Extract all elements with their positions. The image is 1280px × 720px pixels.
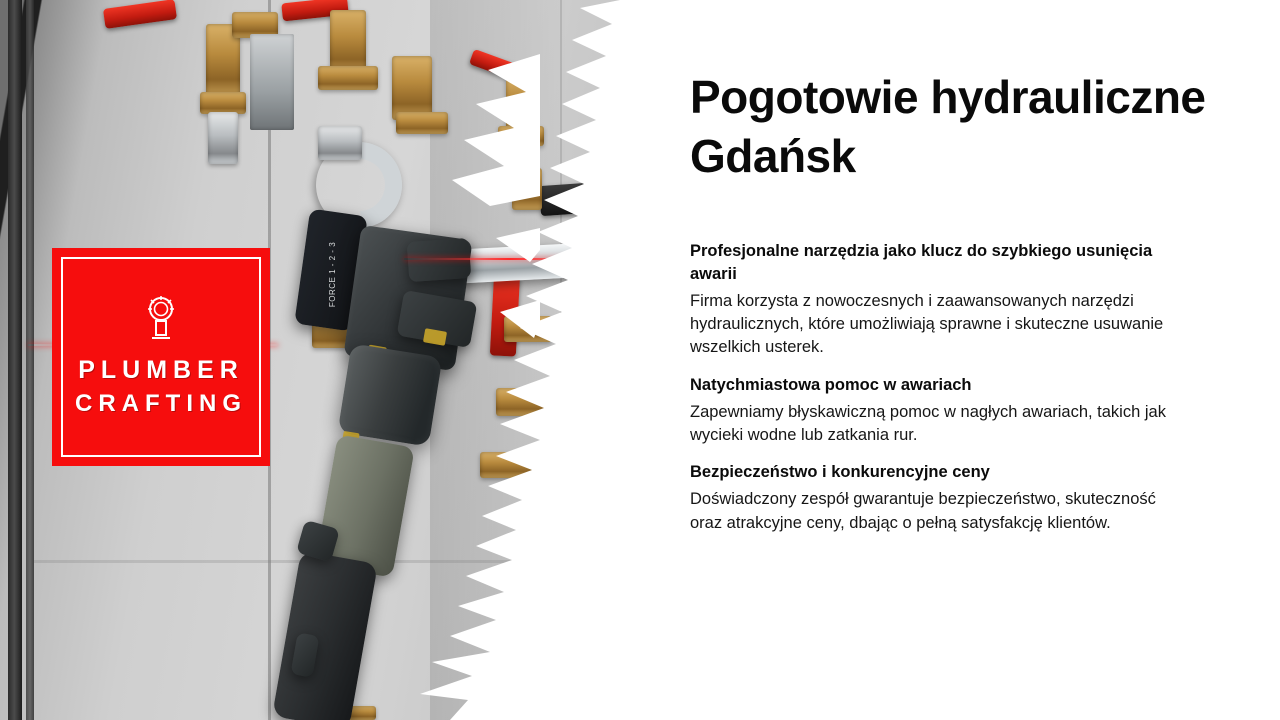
section-heading: Profesjonalne narzędzia jako klucz do szybkiego usunięcia awarii [690, 242, 1153, 283]
logo-text-line1: PLUMBER [78, 355, 244, 384]
logo-text-line2: CRAFTING [75, 389, 247, 417]
sections-list [690, 240, 1182, 535]
tool-jaw [407, 238, 472, 282]
content-column [690, 0, 1210, 720]
steel-fitting-icon [318, 126, 362, 160]
section-body: Doświadczony zespół gwarantuje bezpieczeństwo, skuteczność oraz atrakcyjne ceny, dbając o pełną satysfakcję klientów. [690, 490, 1156, 532]
plumber-crafting-logo [52, 248, 270, 466]
laser-line-icon [404, 258, 614, 260]
section-item [690, 240, 1182, 360]
section-body: Zapewniamy błyskawiczną pomoc w nagłych awariach, takich jak wycieki wodne lub zatkania rur. [690, 402, 1166, 444]
page-title: Pogotowie hydrauliczne Gdańsk [690, 71, 1206, 182]
logo-inner-frame [61, 257, 261, 457]
section-body: Firma korzysta z nowoczesnych i zaawansowanych narzędzi hydraulicznych, które umożliwiają sprawne i skuteczne usuwanie wszelkich usterek. [690, 291, 1164, 357]
section-item [690, 461, 1182, 535]
tool-handle-shaft [272, 551, 378, 720]
press-tool-icon: FORCE 1 - 2 - 3 [0, 0, 660, 720]
tool-body [338, 343, 443, 446]
section-heading: Natychmiastowa pomoc w awariach [690, 375, 972, 394]
section-item [690, 374, 1182, 448]
pipe-wrench-badge-icon [140, 294, 182, 340]
section-heading: Bezpieczeństwo i konkurencyjne ceny [690, 463, 990, 482]
